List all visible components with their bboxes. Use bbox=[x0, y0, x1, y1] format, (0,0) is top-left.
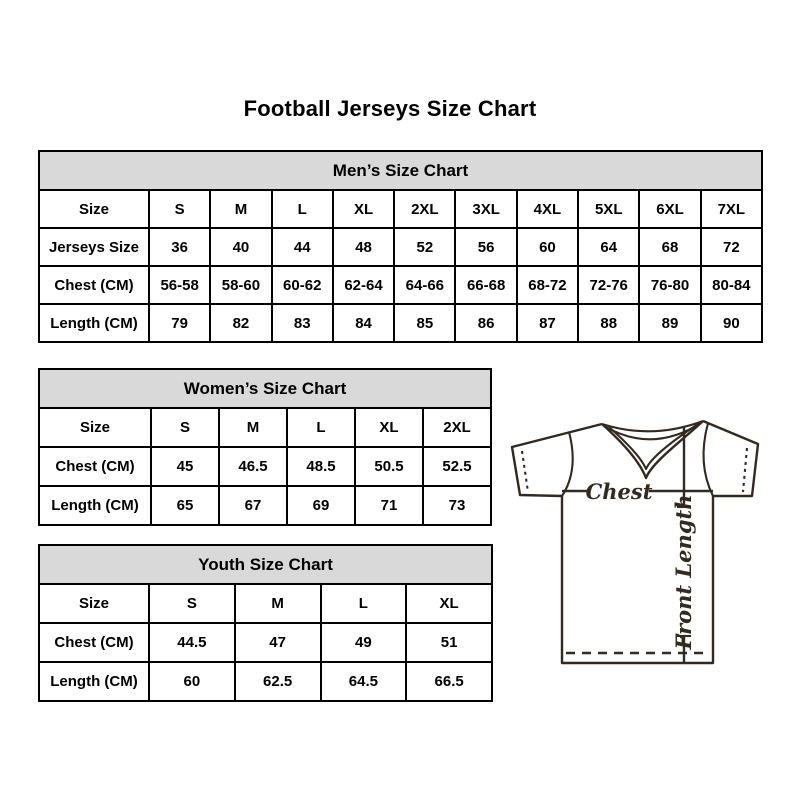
value-cell: M bbox=[219, 408, 287, 447]
value-cell: L bbox=[272, 190, 333, 228]
value-cell: M bbox=[235, 584, 321, 623]
value-cell: M bbox=[210, 190, 271, 228]
right-armhole-seam bbox=[704, 423, 713, 496]
mens-size-table bbox=[38, 150, 763, 343]
value-cell: L bbox=[321, 584, 407, 623]
mens-size-table-title: Men’s Size Chart bbox=[39, 151, 762, 190]
row-label-cell: Chest (CM) bbox=[39, 623, 149, 662]
value-cell: 49 bbox=[321, 623, 407, 662]
value-cell: 79 bbox=[149, 304, 210, 342]
womens-size-table bbox=[38, 368, 492, 526]
table-row bbox=[39, 623, 492, 662]
value-cell: 87 bbox=[517, 304, 578, 342]
value-cell: XL bbox=[333, 190, 394, 228]
row-label-cell: Chest (CM) bbox=[39, 266, 149, 304]
value-cell: 76-80 bbox=[639, 266, 700, 304]
value-cell: 52.5 bbox=[423, 447, 491, 486]
value-cell: 80-84 bbox=[701, 266, 762, 304]
value-cell: 68-72 bbox=[517, 266, 578, 304]
value-cell: 2XL bbox=[394, 190, 455, 228]
value-cell: 7XL bbox=[701, 190, 762, 228]
value-cell: 65 bbox=[151, 486, 219, 525]
value-cell: 69 bbox=[287, 486, 355, 525]
value-cell: 90 bbox=[701, 304, 762, 342]
value-cell: S bbox=[151, 408, 219, 447]
value-cell: 6XL bbox=[639, 190, 700, 228]
row-label-cell: Chest (CM) bbox=[39, 447, 151, 486]
table-row bbox=[39, 486, 491, 525]
value-cell: 60 bbox=[517, 228, 578, 266]
value-cell: L bbox=[287, 408, 355, 447]
value-cell: 71 bbox=[355, 486, 423, 525]
value-cell: 72-76 bbox=[578, 266, 639, 304]
table-row bbox=[39, 228, 762, 266]
value-cell: 51 bbox=[406, 623, 492, 662]
value-cell: 46.5 bbox=[219, 447, 287, 486]
value-cell: 83 bbox=[272, 304, 333, 342]
value-cell: 66.5 bbox=[406, 662, 492, 701]
value-cell: 36 bbox=[149, 228, 210, 266]
value-cell: 50.5 bbox=[355, 447, 423, 486]
value-cell: XL bbox=[406, 584, 492, 623]
youth-size-table-title: Youth Size Chart bbox=[39, 545, 492, 584]
value-cell: 64.5 bbox=[321, 662, 407, 701]
row-label-cell: Size bbox=[39, 584, 149, 623]
value-cell: 56-58 bbox=[149, 266, 210, 304]
value-cell: 40 bbox=[210, 228, 271, 266]
value-cell: 48 bbox=[333, 228, 394, 266]
row-label-cell: Jerseys Size bbox=[39, 228, 149, 266]
value-cell: 72 bbox=[701, 228, 762, 266]
value-cell: 44.5 bbox=[149, 623, 235, 662]
value-cell: S bbox=[149, 584, 235, 623]
value-cell: 52 bbox=[394, 228, 455, 266]
left-cuff-dashed-line bbox=[522, 451, 528, 492]
value-cell: 64 bbox=[578, 228, 639, 266]
value-cell: 73 bbox=[423, 486, 491, 525]
value-cell: 47 bbox=[235, 623, 321, 662]
value-cell: XL bbox=[355, 408, 423, 447]
table-row bbox=[39, 447, 491, 486]
value-cell: 4XL bbox=[517, 190, 578, 228]
jersey-measurement-diagram bbox=[500, 412, 770, 672]
value-cell: 67 bbox=[219, 486, 287, 525]
value-cell: 5XL bbox=[578, 190, 639, 228]
value-cell: 85 bbox=[394, 304, 455, 342]
table-row bbox=[39, 662, 492, 701]
value-cell: 62.5 bbox=[235, 662, 321, 701]
value-cell: 56 bbox=[455, 228, 516, 266]
row-label-cell: Length (CM) bbox=[39, 486, 151, 525]
row-label-cell: Length (CM) bbox=[39, 304, 149, 342]
youth-size-table bbox=[38, 544, 493, 702]
table-row bbox=[39, 584, 492, 623]
value-cell: 86 bbox=[455, 304, 516, 342]
value-cell: 62-64 bbox=[333, 266, 394, 304]
value-cell: 2XL bbox=[423, 408, 491, 447]
value-cell: 3XL bbox=[455, 190, 516, 228]
front-length-label: Front Length bbox=[671, 494, 696, 650]
value-cell: 66-68 bbox=[455, 266, 516, 304]
value-cell: S bbox=[149, 190, 210, 228]
table-row bbox=[39, 266, 762, 304]
value-cell: 45 bbox=[151, 447, 219, 486]
value-cell: 64-66 bbox=[394, 266, 455, 304]
value-cell: 88 bbox=[578, 304, 639, 342]
right-cuff-dashed-line bbox=[743, 448, 747, 492]
value-cell: 60 bbox=[149, 662, 235, 701]
womens-size-table-title: Women’s Size Chart bbox=[39, 369, 491, 408]
value-cell: 82 bbox=[210, 304, 271, 342]
row-label-cell: Size bbox=[39, 190, 149, 228]
value-cell: 60-62 bbox=[272, 266, 333, 304]
chest-label: Chest bbox=[585, 479, 653, 504]
table-row bbox=[39, 304, 762, 342]
value-cell: 68 bbox=[639, 228, 700, 266]
page-title: Football Jerseys Size Chart bbox=[243, 96, 537, 121]
left-armhole-seam bbox=[562, 432, 573, 496]
value-cell: 84 bbox=[333, 304, 394, 342]
value-cell: 89 bbox=[639, 304, 700, 342]
row-label-cell: Size bbox=[39, 408, 151, 447]
table-row bbox=[39, 190, 762, 228]
row-label-cell: Length (CM) bbox=[39, 662, 149, 701]
table-row bbox=[39, 408, 491, 447]
value-cell: 44 bbox=[272, 228, 333, 266]
value-cell: 48.5 bbox=[287, 447, 355, 486]
value-cell: 58-60 bbox=[210, 266, 271, 304]
